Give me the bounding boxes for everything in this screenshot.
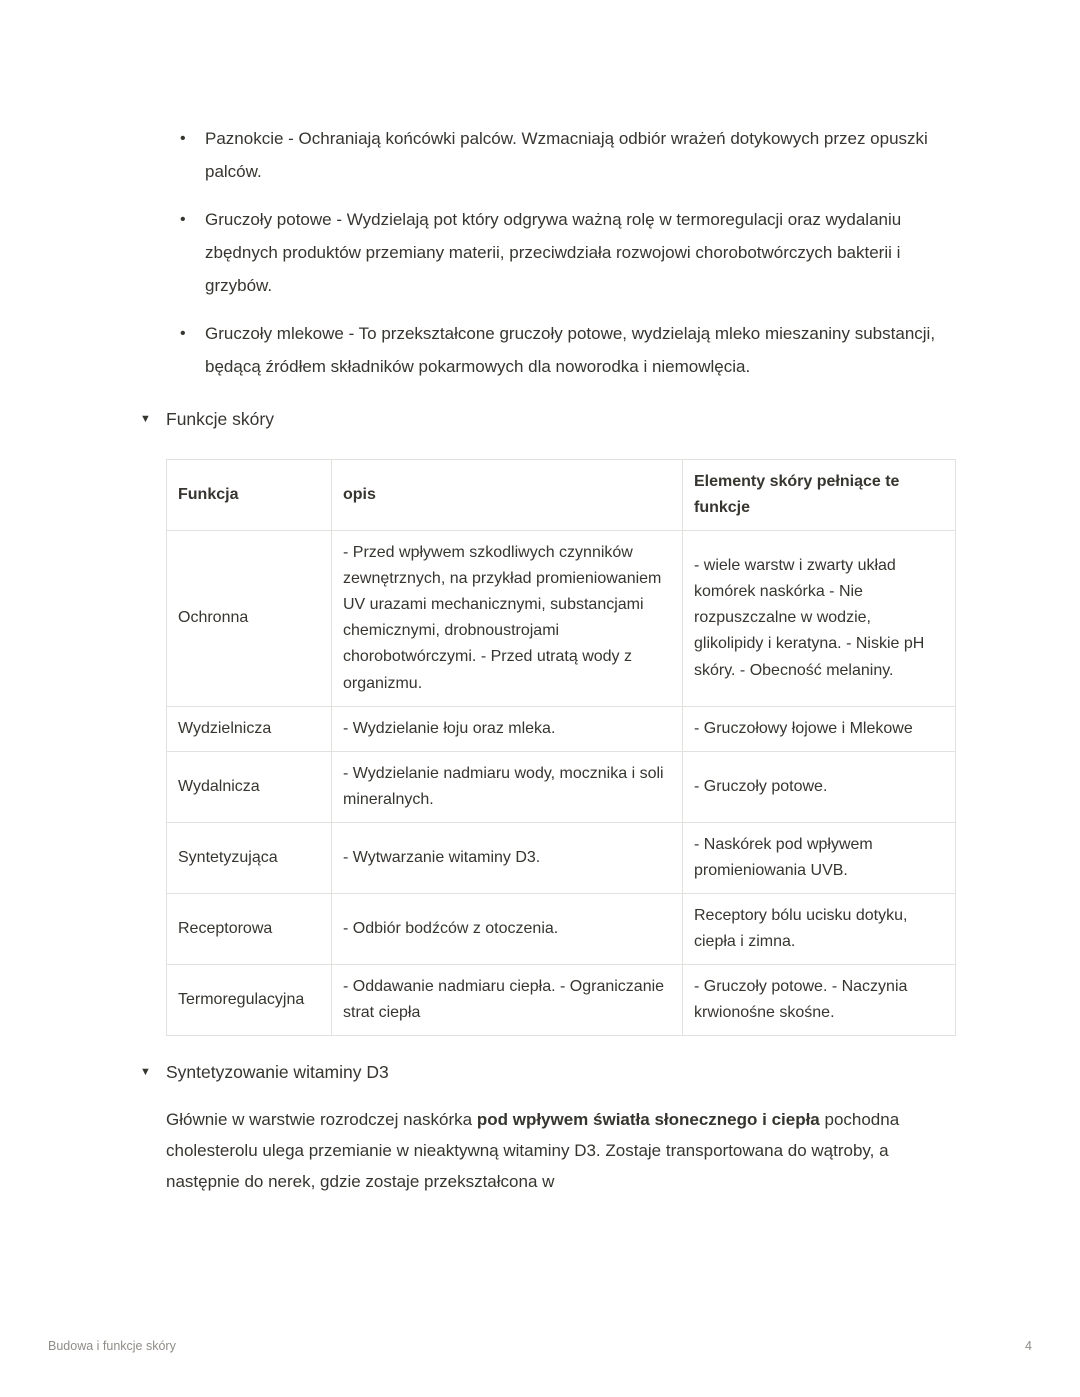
body-paragraph (166, 1104, 955, 1197)
table-row (167, 751, 956, 822)
bullet-icon: • (180, 325, 186, 342)
cell-elementy: - Gruczoły potowe. (683, 751, 956, 822)
list-item (140, 122, 955, 188)
column-header-opis: opis (332, 460, 683, 531)
skin-functions-table (166, 459, 956, 1036)
cell-opis: - Wytwarzanie witaminy D3. (332, 822, 683, 893)
list-item-text: Gruczoły mlekowe - To przekształcone gruczoły potowe, wydzielają mleko mieszaniny substancji, będącą źródłem składników pokarmowych dla noworodka i niemowlęcia. (205, 324, 936, 376)
table-row (167, 531, 956, 706)
cell-funkcja: Receptorowa (167, 894, 332, 965)
list-item (140, 203, 955, 302)
page-footer (48, 1339, 1032, 1353)
footer-document-title: Budowa i funkcje skóry (48, 1339, 176, 1353)
footer-page-number: 4 (1025, 1339, 1032, 1353)
toggle-triangle-icon[interactable]: ▼ (140, 413, 151, 425)
table-row (167, 965, 956, 1036)
cell-elementy: - Gruczołowy łojowe i Mlekowe (683, 706, 956, 751)
cell-funkcja: Ochronna (167, 531, 332, 706)
cell-opis: - Przed wpływem szkodliwych czynników zewnętrznych, na przykład promieniowaniem UV urazami mechanicznymi, substancjami chemicznymi, drobnoustrojami chorobotwórczymi. - Przed utratą wody z organizmu. (332, 531, 683, 706)
toggle-label: Syntetyzowanie witaminy D3 (166, 1062, 389, 1083)
toggle-funkcje-skory[interactable] (140, 405, 955, 433)
bullet-icon: • (180, 130, 186, 147)
cell-elementy: Receptory bólu ucisku dotyku, ciepła i zimna. (683, 894, 956, 965)
cell-elementy: - Naskórek pod wpływem promieniowania UVB. (683, 822, 956, 893)
list-item (140, 317, 955, 383)
cell-funkcja: Wydalnicza (167, 751, 332, 822)
cell-opis: - Wydzielanie nadmiaru wody, mocznika i soli mineralnych. (332, 751, 683, 822)
toggle-label: Funkcje skóry (166, 409, 274, 429)
cell-funkcja: Termoregulacyjna (167, 965, 332, 1036)
bullet-list (140, 122, 955, 383)
cell-funkcja: Syntetyzująca (167, 822, 332, 893)
column-header-funkcja: Funkcja (167, 460, 332, 531)
cell-funkcja: Wydzielnicza (167, 706, 332, 751)
cell-opis: - Oddawanie nadmiaru ciepła. - Ograniczanie strat ciepła (332, 965, 683, 1036)
table-row (167, 822, 956, 893)
toggle-syntetyzowanie-witaminy-d3[interactable] (140, 1058, 955, 1086)
cell-elementy: - Gruczoły potowe. - Naczynia krwionośne skośne. (683, 965, 956, 1036)
paragraph-bold-text: pod wpływem światła słonecznego i ciepła (476, 1110, 820, 1130)
cell-elementy: - wiele warstw i zwarty układ komórek naskórka - Nie rozpuszczalne w wodzie, glikolipidy i keratyna. - Niskie pH skóry. - Obecność melaniny. (683, 531, 956, 706)
bullet-icon: • (180, 211, 186, 228)
paragraph-text: Głównie w warstwie rozrodczej naskórka (166, 1110, 477, 1130)
cell-opis: - Wydzielanie łoju oraz mleka. (332, 706, 683, 751)
table-header-row (167, 460, 956, 531)
cell-opis: - Odbiór bodźców z otoczenia. (332, 894, 683, 965)
table-row (167, 706, 956, 751)
column-header-elementy: Elementy skóry pełniące te funkcje (683, 460, 956, 531)
paragraph-text: pochodna cholesterolu ulega przemianie w nieaktywną witaminy D3. Zostaje transportowana do wątroby, a następnie do nerek, gdzie zostaje przekształcona w (166, 1110, 900, 1192)
toggle-triangle-icon[interactable]: ▼ (140, 1066, 151, 1079)
list-item-text: Paznokcie - Ochraniają końcówki palców. Wzmacniają odbiór wrażeń dotykowych przez opuszki palców. (205, 129, 928, 181)
table-row (167, 894, 956, 965)
list-item-text: Gruczoły potowe - Wydzielają pot który odgrywa ważną rolę w termoregulacji oraz wydalaniu zbędnych produktów przemiany materii, przeciwdziała rozwojowi chorobotwórczych bakterii i grzybów. (205, 210, 902, 295)
